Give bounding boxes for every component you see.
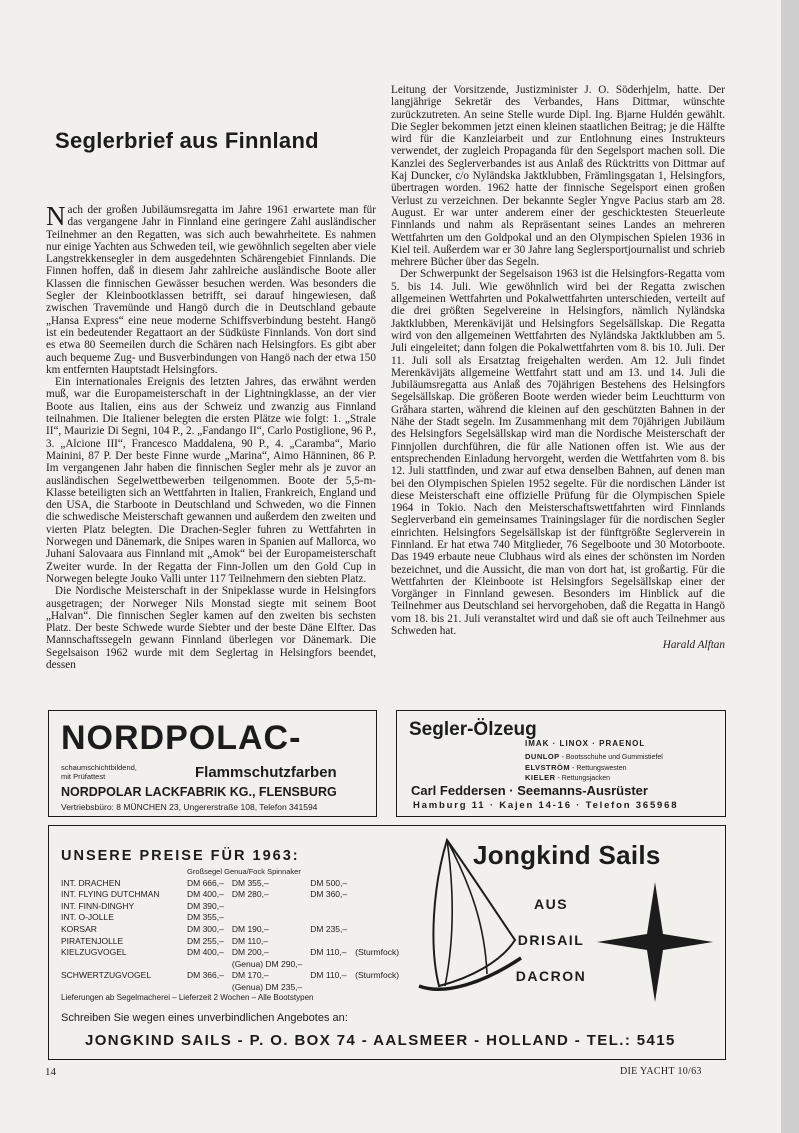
price-cell <box>310 912 355 924</box>
price-cell: KIELZUGVOGEL <box>61 947 127 958</box>
article-column-right <box>391 84 725 652</box>
jongkind-sails-advertisement <box>48 825 726 1060</box>
price-row <box>61 959 399 971</box>
price-cell: DM 190,– <box>231 923 269 934</box>
page-number: 14 <box>45 1066 56 1078</box>
segler-ad-company: Carl Feddersen · Seemanns-Ausrüster <box>411 783 648 798</box>
segler-oelzeug-advertisement <box>396 710 726 817</box>
price-cell: (Genua) DM 235,– <box>231 981 303 992</box>
price-cell <box>355 959 399 971</box>
price-cell: (Sturmfock) <box>355 947 400 958</box>
price-table <box>61 866 399 994</box>
article-author: Harald Alftan <box>662 639 725 652</box>
price-cell <box>310 959 355 971</box>
price-cell <box>187 959 232 971</box>
article-paragraph: Nach der großen Jubiläumsregatta im Jahre 1961 erwartete man für das vergangene Jahr in Finnland eine geringere Zahl ausländischer Teilnehmer an den Regatten, was sich auch bewahrheitete. Es nahmen nur einige Yachten aus Schweden teil, wie gewöhnlich segelten aber viele Langstrekkensegler in dem ausgedehnten Schärengebiet Finnlands. Die Finnen hoffen, daß in diesem Jahr zahlreiche ausländische Boote aller Klassen die finnischen Gewässer besuchen werden. Was besonders die Segler der Kleinbootklassen betrifft, sei darauf hingewiesen, daß zwischen Travemünde und Hangö durch die in Deutschland gebaute „Hansa Express“ eine neue moderne Schiffsverbindung besteht. Hangö ist ein bedeutender Regattaort an der Südküste Finnlands. Von dort sind es etwa 80 Seemeilen durch die Schären nach Helsingfors. Es gibt aber auch bequeme Zug- und Busverbindungen von Hangö nach der etwa 150 km entfernten Hauptstadt Helsingfors. <box>46 201 376 376</box>
compass-star-icon <box>597 882 713 1002</box>
article-paragraph: Ein internationales Ereignis des letzten Jahres, das erwähnt werden muß, war die Europameisterschaft in der Lightningklasse, an der vier Boote aus Italien, eins aus der Schweiz und zwanzig aus Finnland teilnahmen. Die Italiener belegten die ersten Plätze wie folgt: 1. „Strale II“, Maurizie Di Segni, 104 P., 2. „Fandango II“, Carlo Postiglione, 96 P., 3. „Alcione III“, Francesco Maddalena, 90 P., 4. „Caramba“, Mario Mainini, 87 P. Der beste Finne wurde „Marina“, Aimo Hänninen, 86 P. Im vergangenen Jahr haben die finnischen Segler mehr als je zuvor an ausländischen Segelwettbewerben teilgenommen. Boote der 5,5-m-Klasse beteiligten sich an Wettfahrten in Italien, Frankreich, England und den USA, die Starboote in Deutschland und Schweden, wo die Finnen die schwedische Meisterschaft gewannen und außerdem den zweiten und vierten Platz belegten. Die Drachen-Segler fuhren zu Wettfahrten in Norwegen und Dänemark, die Snipes waren in Spanien auf Mallorca, wo Juhani Salovaara aus Finnland mit „Amok“ bei der Europameisterschaft Zweiter wurde. In der Regatta der Finn-Jollen um den Gold Cup in Norwegen belegte Jouko Valli unter 117 Teilnehmern den siebten Platz. <box>46 376 376 585</box>
material-aus: AUS <box>533 896 569 912</box>
price-cell: DM 360,– <box>310 889 348 900</box>
price-call-to-action: Schreiben Sie wegen eines unverbindlichen Angebotes an: <box>61 1012 348 1024</box>
segler-ad-product-line: DUNLOP - Bootsschuhe und Gummistiefel <box>525 752 663 761</box>
price-cell: DM 200,– <box>231 947 269 958</box>
price-cell <box>61 959 187 971</box>
price-cell: (Genua) DM 290,– <box>231 958 303 969</box>
nordpolac-company: NORDPOLAR LACKFABRIK KG., FLENSBURG <box>61 785 337 799</box>
price-cell <box>232 912 310 924</box>
article-title: Seglerbrief aus Finnland <box>55 128 319 153</box>
price-cell <box>355 912 399 924</box>
nordpolac-product: Flammschutzfarben <box>195 764 337 781</box>
price-cell: INT. O-JOLLE <box>61 912 114 923</box>
price-cell <box>355 936 399 948</box>
price-cell: DM 170,– <box>231 970 269 981</box>
price-cell <box>355 924 399 936</box>
price-cell: DM 300,– <box>187 923 224 934</box>
price-cell: DM 110,– <box>231 935 269 946</box>
price-cell: KORSAR <box>61 923 97 934</box>
segler-ad-product-line: KIELER - Rettungsjacken <box>525 773 610 783</box>
price-cell <box>355 878 399 890</box>
nordpolac-subline: schaumschichtbildend, mit Prüfattest <box>61 763 137 781</box>
price-cell: INT. DRACHEN <box>61 877 121 888</box>
price-cell: DM 666,– <box>187 877 224 888</box>
segler-ad-product-list <box>525 752 663 784</box>
price-cell <box>232 901 310 913</box>
price-list-heading: UNSERE PREISE FÜR 1963: <box>61 848 300 864</box>
price-row <box>61 970 399 982</box>
price-row <box>61 936 399 948</box>
price-cell: INT. FINN-DINGHY <box>61 900 135 911</box>
article-column-left <box>46 201 376 671</box>
material-dacron: DACRON <box>515 968 587 984</box>
price-cell <box>355 889 399 901</box>
price-cell: SCHWERTZUGVOGEL <box>61 970 152 981</box>
price-row <box>61 878 399 890</box>
price-row <box>61 901 399 913</box>
article-paragraph: Die Nordische Meisterschaft in der Snipeklasse wurde in Helsingfors ausgetragen; der Norweger Nils Monstad siegte mit seinem Boot „Halvan“. Die finnischen Segler kamen auf den zweiten bis sechsten Platz. Der beste Schwede wurde Siebter und der beste Däne Elfter. Das Mannschaftssegeln gewann Finnland überlegen vor Dänemark. Die Segelsaison 1962 wurde mit dem Seglertag in Helsingfors beendet, dessen <box>46 585 376 671</box>
price-cell: DM 390,– <box>187 900 224 911</box>
price-cell <box>310 936 355 948</box>
price-row <box>61 982 399 994</box>
price-cell <box>61 982 187 994</box>
article-paragraph: Leitung der Vorsitzende, Justizminister J. O. Söderhjelm, hatte. Der langjährige Sekretär des Verbandes, Hans Dittmar, wünschte zurückzutreten. An seine Stelle wurde Dipl. Ing. Bjarne Huldén gewählt. Die Segler bekommen jetzt einen kleinen staatlichen Beitrag; je die Hälfte wird für die Kanzleiarbeit und zur Entlohnung eines Instrukteurs verwendet, der zugleich Propaganda für den Segelsport machen soll. Die Kanzlei des Seglerverbandes ist aus Anlaß des Rücktritts von Dittmar auf Kaj Duncker, c/o Nyländska Jaktklubben, Främlingsgatan 1, Helsingfors, übertragen worden. 1962 hatte der finnische Segelsport einen großen Verlust zu verzeichnen. Der bekannte Segler Yngve Pacius starb am 28. August. Er war unter anderem einer der geschicktesten Steuerleute Finnlands und nahm als Repräsentant seines Landes an mehreren Wettfahrten um den Goldpokal und an den Olympischen Spielen 1936 in Kiel teil. Außerdem war er 30 Jahre lang Seglersportjournalist und schrieb mehrere Bücher über das Segeln. <box>391 84 725 269</box>
price-cell: DM 400,– <box>187 889 224 900</box>
price-cell <box>310 901 355 913</box>
price-cell: PIRATENJOLLE <box>61 935 124 946</box>
price-cell <box>355 901 399 913</box>
price-cell: DM 366,– <box>187 970 224 981</box>
price-cell: DM 400,– <box>187 947 224 958</box>
nordpolac-address: Vertriebsbüro: 8 MÜNCHEN 23, Ungererstraße 108, Telefon 341594 <box>61 802 318 812</box>
price-cell: DM 110,– <box>310 947 347 958</box>
article-paragraph: Der Schwerpunkt der Segelsaison 1963 ist die Helsingfors-Regatta vom 5. bis 14. Juli. Wie gewöhnlich wird bei der Regatta zwischen allgemeinen Wettfahrten und Pokalwettfahrten unterschieden, verteilt auf die drei größten Segelvereine in Helsingfors, nämlich Nyländska Jaktklubben, Merenkävijät und Helsingfors Segelsällskap. Die Regatta wird von den allgemeinen Wettfahrten des Nyländska Jaktklubben am 5. Juli eingeleitet; dann folgen die Pokalwettfahrten vom 8. bis 10. Juli. Der 11. Juli soll als Ersatztag freigehalten werden. Am 12. Juli findet Merenkävijäts allgemeine Wettfahrt statt und am 13. und 14. Juli die Jubiläumsregatta aus Anlaß des 70jährigen Bestehens des Helsingfors Segelsällskap. Die größeren Boote werden wieder beim Leuchtturm von Gråhara starten, während die kleinen auf den geschützten Bahnen in der Nähe der Stadt segeln. Im Zusammenhang mit dem 70jährigen Jubiläum des Helsingfors Segelsällskap wird man die Nordische Meisterschaft der Finnjollen durchführen, die für alle Nationen offen ist. Wie aus der entsprechenden Einladung hervorgeht, werden die Wettfahrten vom 8. bis 12. Juli stattfinden, und zwar auf etwa denselben Bahnen, auf denen man bei den Olympischen Spielen 1952 segelte. Für die nordischen Länder ist diese Meisterschaft eine offizielle Prüfung für die Olympischen Spiele 1964 in Tokio. Nach den Meisterschaftswettfahrten wird Finnlands Seglerverband ein gemeinsames Trainingslager für die nordischen Segler einrichten. Helsingfors Segelsällskap ist der fünftgrößte Seglerverein in Finnland. Er hat etwa 740 Mitglieder, 76 Segelboote und 30 Motorboote. Das 1949 erbaute neue Clubhaus wird als eines der schönsten im Norden bezeichnet, und die Aussicht, die man von dort hat, ist großartig. Für die Wettfahrten der Kleinboote ist Helsingfors Segelsällskap einer der Vorgänger in Finnland gewesen. Besonders im Hinblick auf die Teilnehmer aus Deutschland sei hervorgehoben, daß die Regatta in Hangö vom 18. bis 21. Juli veranstaltet wird und daß sie oft auch Teilnehmer aus Schweden hat. <box>391 268 725 638</box>
price-cell: DM 110,– <box>310 970 347 981</box>
price-cell: DM 255,– <box>187 935 224 946</box>
price-cell: DM 280,– <box>231 889 269 900</box>
price-cell <box>187 982 232 994</box>
price-table-header: Großsegel Genua/Fock Spinnaker <box>187 867 301 876</box>
price-cell: DM 500,– <box>310 877 348 888</box>
segler-ad-address: Hamburg 11 · Kajen 14-16 · Telefon 365968 <box>413 800 679 811</box>
price-cell <box>310 982 355 994</box>
price-row <box>61 912 399 924</box>
price-cell: DM 235,– <box>310 923 348 934</box>
page-edge <box>781 0 799 1133</box>
nordpolac-logo-text: NORDPOLAC- <box>61 719 302 757</box>
segler-ad-product-line: ELVSTRÖM - Rettungswesten <box>525 762 627 772</box>
price-cell: INT. FLYING DUTCHMAN <box>61 889 160 900</box>
journal-issue: DIE YACHT 10/63 <box>620 1066 702 1077</box>
drop-cap: N <box>46 201 66 231</box>
price-row <box>61 924 399 936</box>
price-cell: DM 355,– <box>231 877 269 888</box>
jongkind-brand: Jongkind Sails <box>473 840 661 870</box>
price-cell: (Sturmfock) <box>355 970 400 981</box>
price-footnote: Lieferungen ab Segelmacherei – Lieferzeit 2 Wochen – Alle Bootstypen <box>61 993 314 1002</box>
price-row <box>61 889 399 901</box>
material-drisail: DRISAIL <box>517 932 585 948</box>
price-cell: DM 355,– <box>187 912 224 923</box>
price-row <box>61 947 399 959</box>
jongkind-address: JONGKIND SAILS - P. O. BOX 74 - AALSMEER - HOLLAND - TEL.: 5415 <box>85 1032 676 1049</box>
segler-ad-brands: IMAK · LINOX · PRAENOL <box>525 739 646 748</box>
nordpolac-advertisement <box>48 710 377 817</box>
segler-ad-title: Segler-Ölzeug <box>409 719 537 740</box>
price-cell <box>355 982 399 994</box>
